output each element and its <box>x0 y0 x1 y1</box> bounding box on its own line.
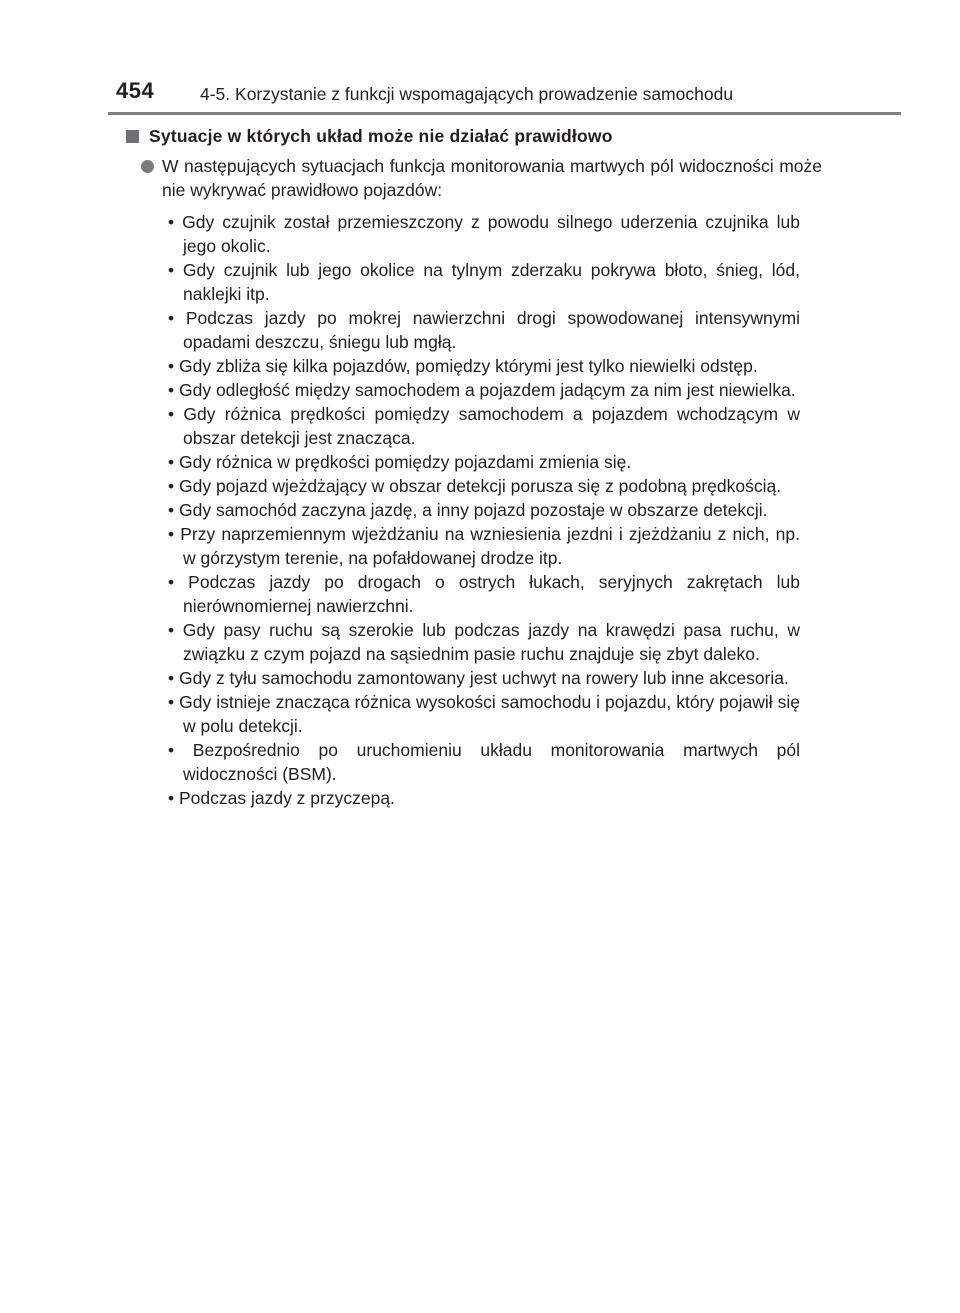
running-title: 4-5. Korzystanie z funkcji wspomagających prowadzenie samochodu <box>200 84 734 104</box>
section-heading <box>126 126 806 147</box>
list-item: • Gdy pasy ruchu są szerokie lub podczas jazdy na krawędzi pasa ruchu, w związku z czym pojazd na sąsiednim pasie ruchu znajduje się zbyt daleko. <box>168 620 800 664</box>
intro-paragraph <box>141 154 822 202</box>
list-item: • Gdy z tyłu samochodu zamontowany jest uchwyt na rowery lub inne akcesoria. <box>168 668 789 688</box>
list-item: • Gdy istnieje znacząca różnica wysokości samochodu i pojazdu, który pojawił się w polu detekcji. <box>168 692 800 736</box>
list-item: • Przy naprzemiennym wjeżdżaniu na wzniesienia jezdni i zjeżdżaniu z nich, np. w górzystym terenie, na pofałdowanej drodze itp. <box>168 524 800 568</box>
page-number: 454 <box>116 78 155 103</box>
list-item: • Gdy różnica w prędkości pomiędzy pojazdami zmienia się. <box>168 452 632 472</box>
intro-text: W następujących sytuacjach funkcja monitorowania martwych pól widoczności może nie wykrywać prawidłowo pojazdów: <box>162 156 822 200</box>
list-item: • Podczas jazdy po drogach o ostrych łukach, seryjnych zakrętach lub nierównomiernej nawierzchni. <box>168 572 800 616</box>
square-bullet-icon <box>126 130 139 143</box>
list-item: • Bezpośrednio po uruchomieniu układu monitorowania martwych pól widoczności (BSM). <box>168 740 800 784</box>
section-heading-text: Sytuacje w których układ może nie działać prawidłowo <box>149 126 613 146</box>
list-item: • Gdy czujnik został przemieszczony z powodu silnego uderzenia czujnika lub jego okolic. <box>168 212 800 256</box>
list-item: • Podczas jazdy po mokrej nawierzchni drogi spowodowanej intensywnymi opadami deszczu, śniegu lub mgłą. <box>168 308 800 352</box>
list-item: • Gdy czujnik lub jego okolice na tylnym zderzaku pokrywa błoto, śnieg, lód, naklejki itp. <box>168 260 800 304</box>
list-item: • Gdy odległość między samochodem a pojazdem jadącym za nim jest niewielka. <box>168 380 796 400</box>
list-item: • Gdy pojazd wjeżdżający w obszar detekcji porusza się z podobną prędkością. <box>168 476 782 496</box>
circle-bullet-icon <box>141 160 154 173</box>
list-item: • Gdy zbliża się kilka pojazdów, pomiędzy którymi jest tylko niewielki odstęp. <box>168 356 758 376</box>
page-header <box>0 0 960 116</box>
header-rule <box>108 112 901 115</box>
list-item: • Gdy samochód zaczyna jazdę, a inny pojazd pozostaje w obszarze detekcji. <box>168 500 768 520</box>
list-item: • Podczas jazdy z przyczepą. <box>168 788 395 808</box>
conditions-list <box>168 210 800 810</box>
list-item: • Gdy różnica prędkości pomiędzy samochodem a pojazdem wchodzącym w obszar detekcji jest znacząca. <box>168 404 800 448</box>
